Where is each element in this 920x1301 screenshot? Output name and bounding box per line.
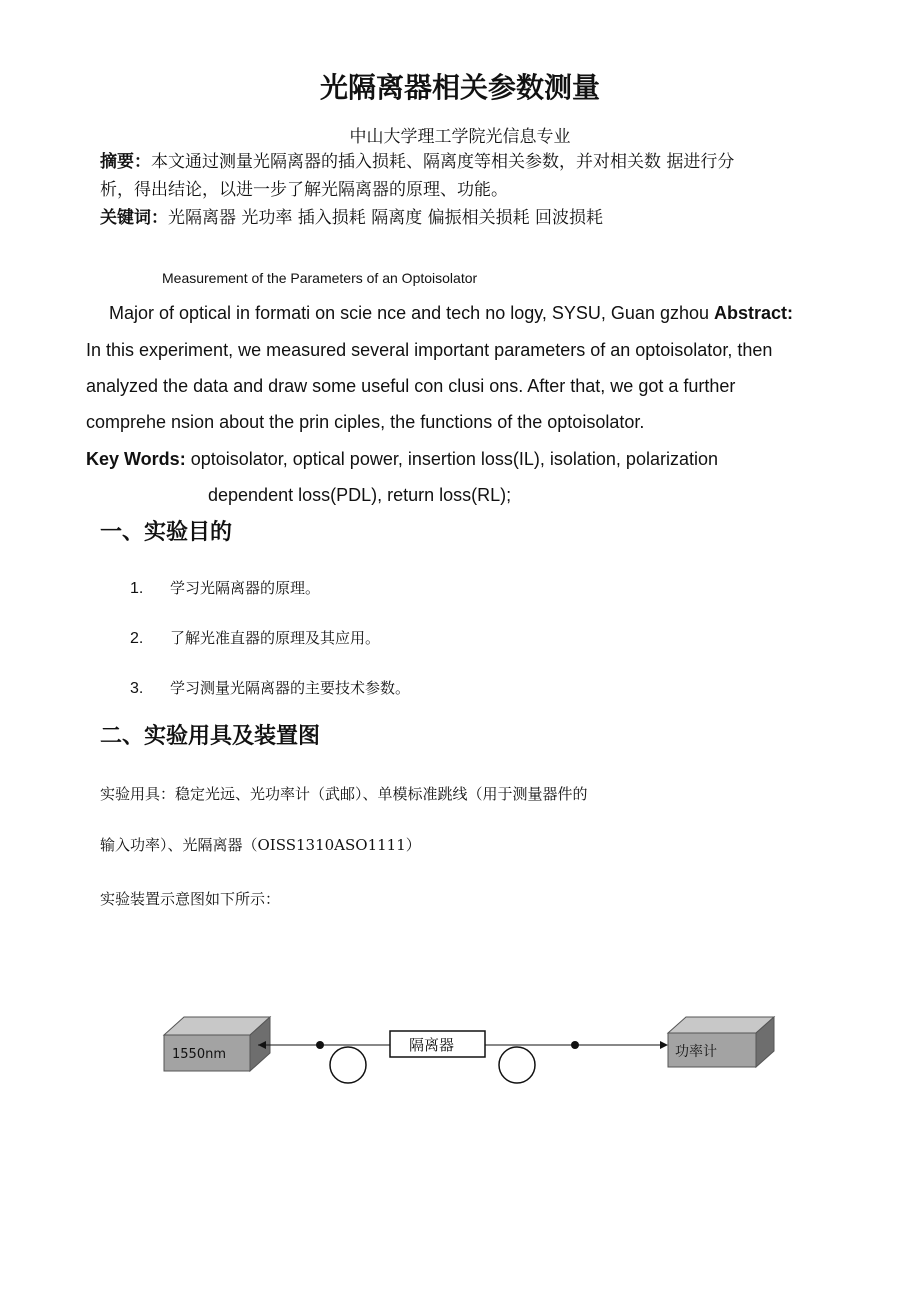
abstract-en-line1: In this experiment, we measured several important parameters of an optoisolator, then: [86, 340, 773, 360]
abstract-cn-line2: 析，得出结论，以进一步了解光隔离器的原理、功能。: [100, 180, 508, 200]
list-item-text: 学习测量光隔离器的主要技术参数。: [170, 679, 411, 697]
keywords-en-line2: dependent loss(PDL), return loss(RL);: [208, 485, 512, 505]
keywords-en-line1: [86, 449, 718, 470]
keywords-en-text1: optoisolator, optical power, insertion loss(IL), isolation, polarization: [190, 449, 718, 469]
affiliation-en: Major of optical in formati on scie nce and tech no logy, SYSU, Guan gzhou: [109, 303, 709, 323]
abstract-en-line3: comprehe nsion about the prin ciples, the functions of the optoisolator.: [86, 412, 645, 432]
section1-heading: 一、实验目的: [100, 520, 233, 545]
list-item-number: 3.: [130, 680, 144, 697]
tools-line2: 输入功率）、光隔离器（OISS1310ASO1111）: [100, 836, 421, 854]
list-item: [130, 677, 410, 698]
connector-dot-left: [316, 1041, 324, 1049]
list-item-number: 2.: [130, 630, 144, 647]
keywords-cn-label: 关键词：: [100, 208, 168, 228]
abstract-en-line2: analyzed the data and draw some useful con clusi ons. After that, we got a further: [86, 376, 736, 396]
arrowhead-right-icon: [660, 1041, 668, 1049]
abstract-cn: [100, 148, 734, 232]
abstract-cn-label: 摘要：: [100, 152, 151, 172]
source-label: 1550nm: [172, 1047, 226, 1062]
setup-diagram: [150, 1005, 790, 1100]
list-item-text: 学习光隔离器的原理。: [170, 579, 321, 597]
page-title: 光隔离器相关参数测量: [319, 71, 600, 104]
meter-label: 功率计: [675, 1044, 717, 1060]
list-item-number: 1.: [130, 580, 144, 597]
tools-line1: 实验用具：稳定光远、光功率计（武邮）、单模标准跳线（用于测量器件的: [100, 785, 588, 803]
abstract-en-label: Abstract:: [714, 303, 794, 323]
connector-dot-right: [571, 1041, 579, 1049]
affiliation-en-line: [109, 303, 793, 324]
section2-heading: 二、实验用具及装置图: [100, 724, 321, 749]
keywords-cn-text: 光隔离器 光功率 插入损耗 隔离度 偏振相关损耗 回波损耗: [168, 208, 604, 228]
light-source-box: [164, 1017, 270, 1071]
list-item: [130, 627, 380, 648]
isolator-label: 隔离器: [409, 1036, 455, 1054]
fiber-loop-left: [330, 1047, 366, 1083]
fiber-loop-right: [499, 1047, 535, 1083]
title-en: Measurement of the Parameters of an Optoisolator: [162, 270, 478, 286]
list-item: [130, 577, 320, 598]
list-item-text: 了解光准直器的原理及其应用。: [170, 629, 381, 647]
diagram-caption: 实验装置示意图如下所示：: [100, 890, 281, 908]
abstract-cn-line1: 本文通过测量光隔离器的插入损耗、隔离度等相关参数，并对相关数 据进行分: [151, 152, 735, 172]
keywords-en-label: Key Words:: [86, 449, 186, 469]
power-meter-box: [668, 1017, 774, 1067]
affiliation-cn: 中山大学理工学院光信息专业: [349, 127, 571, 147]
